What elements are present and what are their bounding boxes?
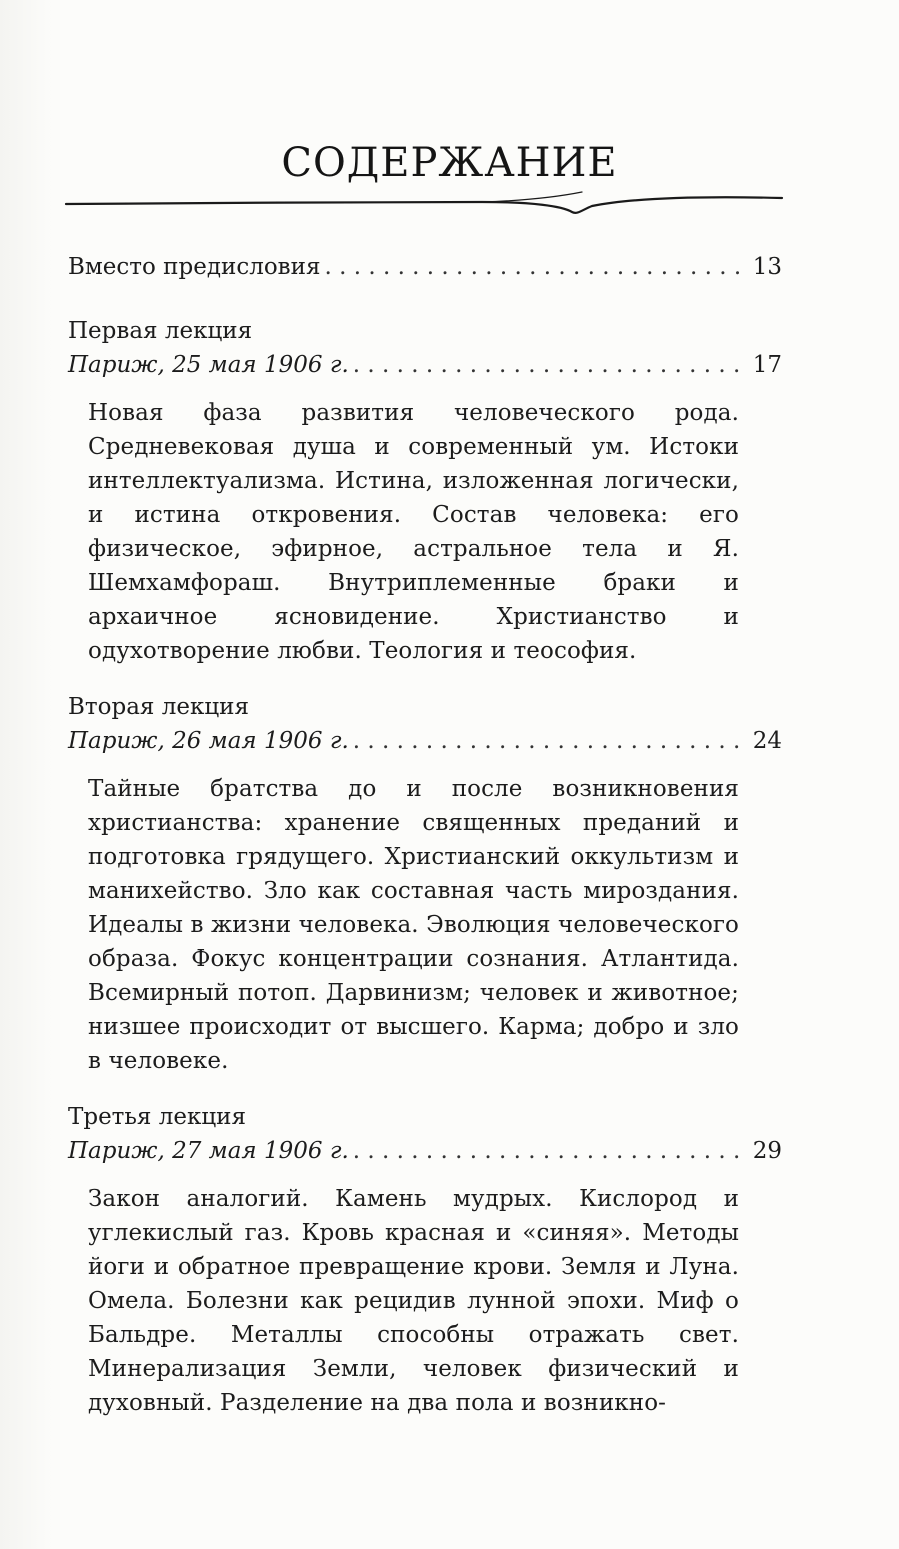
- table-of-contents: [68, 250, 782, 1442]
- lecture-summary: Новая фаза развития человеческого рода. Средневековая душа и современный ум. Истоки интеллектуализма. Истина, изложенная логически, и истина откровения. Состав человека: его физическое, эфирное, астральное тела и Я. Шемхамфораш. Внутриплеменные браки и архаичное ясновидение. Христианство и одухотворение любви. Теология и теософия.: [88, 400, 739, 664]
- toc-entry-lecture-2: [68, 690, 782, 1078]
- toc-row: [68, 724, 782, 758]
- toc-row: [68, 1134, 782, 1168]
- page-title: СОДЕРЖАНИЕ: [281, 140, 618, 186]
- dot-leader: [353, 1134, 744, 1168]
- lecture-place-date: Париж, 26 мая 1906 г.: [68, 728, 349, 754]
- lecture-summary: Тайные братства до и после возникновения христианства: хранение священных преданий и подготовка грядущего. Христианский оккультизм и манихейство. Зло как составная часть мироздания. Идеалы в жизни человека. Эволюция человеческого образа. Фокус концентрации сознания. Атлантида. Всемирный потоп. Дарвинизм; человек и животное; низшее происходит от высшего. Карма; добро и зло в человеке.: [88, 776, 739, 1074]
- title-flourish-divider: [62, 186, 786, 218]
- page-number: 24: [752, 728, 782, 754]
- page-number: 13: [752, 254, 782, 280]
- lecture-heading: Первая лекция: [68, 318, 253, 344]
- page-number: 29: [752, 1138, 782, 1164]
- lecture-place-date: Париж, 27 мая 1906 г.: [68, 1138, 349, 1164]
- dot-leader: [353, 724, 744, 758]
- lecture-heading: Третья лекция: [68, 1104, 246, 1130]
- page-number: 17: [752, 352, 782, 378]
- toc-row: [68, 250, 782, 284]
- dot-leader: [353, 348, 744, 382]
- lecture-heading: Вторая лекция: [68, 694, 249, 720]
- toc-entry-label: Вместо предисловия: [68, 254, 321, 280]
- toc-entry-lecture-3: [68, 1100, 782, 1420]
- lecture-summary: Закон аналогий. Камень мудрых. Кислород и углекислый газ. Кровь красная и «синяя». Методы йоги и обратное превращение крови. Земля и Луна. Омела. Болезни как рецидив лунной эпохи. Миф о Бальдре. Металлы способны отражать свет. Минерализация Земли, человек физический и духовный. Разделение на два пола и возникно-: [88, 1186, 739, 1416]
- dot-leader: [324, 250, 744, 284]
- toc-entry-lecture-1: [68, 314, 782, 668]
- lecture-place-date: Париж, 25 мая 1906 г.: [68, 352, 349, 378]
- toc-row: [68, 348, 782, 382]
- toc-entry-foreword: [68, 250, 782, 284]
